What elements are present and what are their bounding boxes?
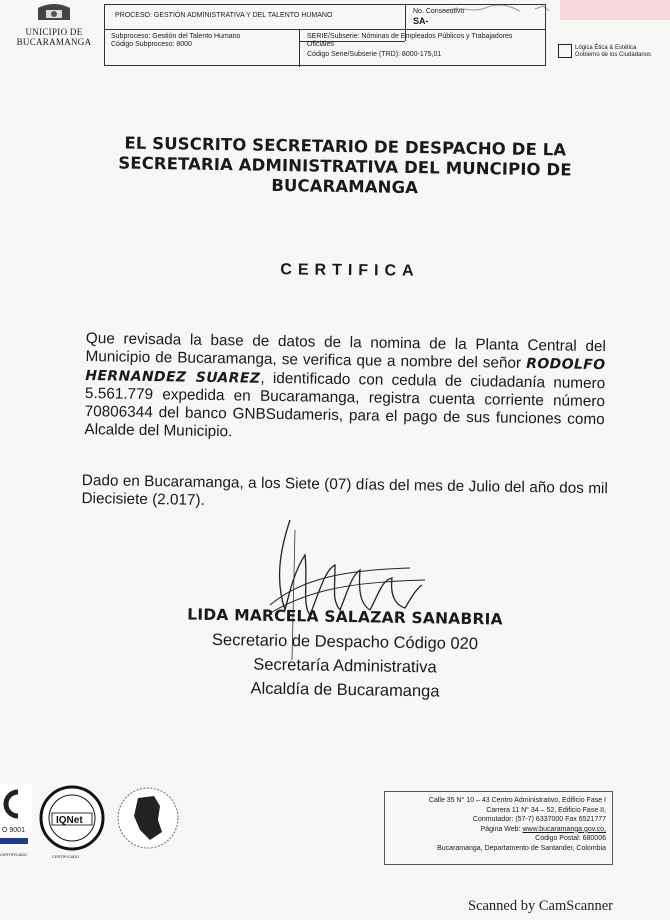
- iso-certificado: CERTIFICADO: [0, 852, 28, 857]
- document-header-table: [104, 4, 546, 66]
- subproceso-label: Subproceso: Gestión del Talento Humano: [111, 33, 241, 40]
- iqnet-label: IQNet: [56, 815, 83, 826]
- codigo-serie-label: Código Serie/Subserie (TRD): 8000-175,01: [307, 51, 442, 58]
- signer-organization: Alcaldía de Bucaramanga: [250, 679, 440, 701]
- address-line-1: Calle 35 N° 10 – 43 Centro Administrativo, Edificio Fase I: [428, 797, 606, 804]
- logo-line-2: Gobierno de los Ciudadanos: [575, 52, 652, 58]
- date-paragraph: Dado en Bucaramanga, a los Siete (07) días del mes de Julio del año dos mil Diecisiete (2.017).: [81, 472, 608, 509]
- logo-line-1: Lógica Ética & Estética: [575, 45, 637, 51]
- consecutivo-label: No. Consecutivo: [413, 8, 465, 15]
- serie-label: SERIE/Subserie: Nóminas de Empleados Públicos y Trabajadores Oficiales: [307, 33, 513, 48]
- postal-code: Código Postal: 680006: [535, 835, 606, 843]
- municipality-name: UNICIPIO DE BUCARAMANGA: [16, 27, 92, 47]
- phone-line: Conmutador: (57-7) 6337000 Fax 6521777: [472, 816, 606, 824]
- web-label: Página Web:: [480, 825, 523, 833]
- signer-title: Secretario de Despacho Código 020: [211, 630, 479, 654]
- logo-mark-icon: [558, 44, 572, 58]
- certification-paragraph: [84, 330, 606, 447]
- signer-name: LIDA MARCELA SALAZAR SANABRIA: [187, 605, 503, 629]
- municipality-logo: [8, 2, 100, 47]
- consecutivo-value: SA-: [413, 16, 429, 26]
- document-title: EL SUSCRITO SECRETARIO DE DESPACHO DE LA SECRETARIA ADMINISTRATIVA DEL MUNCIPIO DE BUCARAMANGA: [118, 133, 572, 198]
- iqnet-logo: [41, 787, 103, 859]
- web-link[interactable]: www.bucaramanga.gov.co,: [522, 825, 606, 833]
- paragraph-details: , identificado con cedula de ciudadanía numero 5.561.779 expedida en Bucaramanga, registra cuenta corriente número 70806344 del banco GNBSudameris, para el pago de sus funciones como Alcalde del Municipio.: [84, 369, 606, 441]
- camscanner-watermark: Scanned by CamScanner: [468, 898, 613, 914]
- certification-logos: [0, 780, 200, 870]
- iso-label: O 9001: [2, 827, 25, 834]
- address-line-2: Carrera 11 N° 34 – 52, Edificio Fase II,: [486, 806, 606, 814]
- signer-department: Secretaría Administrativa: [253, 655, 437, 677]
- city-line: Bucaramanga, Departamento de Santander, Colombia: [437, 844, 606, 852]
- proceso-label: PROCESO: GESTIÓN ADMINISTRATIVA Y DEL TALENTO HUMANO: [115, 12, 333, 19]
- pink-stamp-mark: [560, 0, 670, 20]
- certifica-heading: CERTIFICA: [280, 261, 420, 280]
- iqnet-certificado: CERTIFICADO: [52, 854, 80, 859]
- web-line: [391, 825, 606, 835]
- colombia-seal: [118, 788, 178, 848]
- iso-logo: [0, 784, 32, 857]
- crest-icon: [34, 2, 74, 22]
- person-name: RODOLFO HERNANDEZ SUAREZ: [85, 355, 606, 387]
- paragraph-intro: Que revisada la base de datos de la nomina de la Planta Central del Municipio de Bucaramanga, se verifica que a nombre del señor: [85, 330, 606, 372]
- codigo-subproceso-label: Código Subproceso: 8000: [111, 41, 192, 48]
- address-box: [384, 791, 613, 865]
